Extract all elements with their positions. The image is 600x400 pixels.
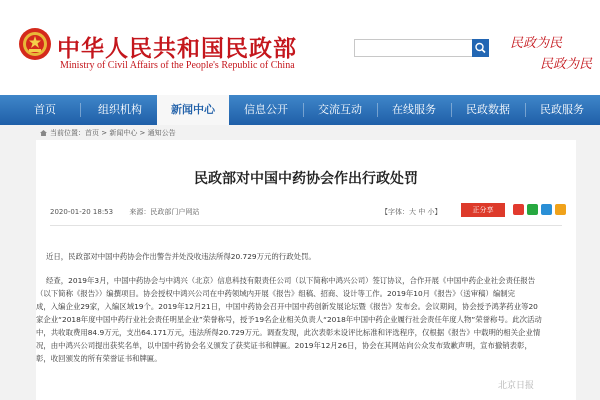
font-size-control[interactable]: 【字体：大 中 小】 [381, 208, 442, 216]
weibo-share-icon[interactable] [513, 204, 524, 215]
share-button[interactable]: 正分享 [461, 203, 505, 217]
nav-item-info-disclosure[interactable]: 信息公开 [244, 103, 288, 116]
article-paragraph: 中，共收取费用84.9万元，支出64.171万元，违法所得20.729万元。调查发现，此次表彰未设评比标准和评选程序，仅根据《报告》中载明的相关企业情 [36, 328, 541, 337]
nav-item-interaction[interactable]: 交流互动 [318, 103, 362, 116]
article-paragraph: 成，入编企业29家，入编区域19个。2019年12月21日，中国中药协会召开中国中药创新发展论坛暨《报告》发布会。会议期间，协会授予鸿茅药业等20 [36, 302, 538, 311]
article-date: 2020-01-20 18:53 [50, 208, 114, 216]
nav-item-online-service[interactable]: 在线服务 [392, 103, 436, 116]
nav-item-organization[interactable]: 组织机构 [98, 103, 142, 116]
article-source: 来源：民政部门户网站 [129, 208, 200, 216]
nav-divider [80, 103, 81, 117]
article-title: 民政部对中国中药协会作出行政处罚 [194, 171, 418, 187]
wechat-share-icon[interactable] [527, 204, 538, 215]
main-nav [0, 95, 600, 125]
slogan-calligraphy: 民政为民 [510, 36, 563, 51]
nav-item-news[interactable]: 新闻中心 [157, 95, 229, 125]
nav-item-home[interactable]: 首页 [34, 103, 56, 116]
article-paragraph: 经查，2019年3月，中国中药协会与中鸿兴（北京）信息科技有限责任公司（以下简称中鸿兴公司）签订协议，合作开展《中国中药企业社会责任报告 [46, 276, 536, 285]
nav-item-data[interactable]: 民政数据 [466, 103, 510, 116]
national-emblem-icon[interactable] [18, 27, 52, 61]
search-button[interactable] [472, 39, 489, 57]
article-paragraph: 家企业“2018年度中国中药行业社会责任明星企业”荣誉称号，授予19名企业相关负责人“2018年中国中药企业履行社会责任年度人物”荣誉称号。此次活动 [36, 315, 542, 324]
breadcrumb-text[interactable]: 当前位置：首页 > 新闻中心 > 通知公告 [50, 129, 176, 137]
watermark: 北京日报 [498, 381, 535, 391]
search-input[interactable] [354, 39, 474, 57]
site-header [0, 0, 600, 95]
search-icon [472, 39, 489, 57]
article-paragraph: （以下简称《报告》）编撰项目。协会授权中鸿兴公司在中药领域内开展《报告》组稿、招商、设计等工作。2019年10月《报告》（送审稿）编制完 [36, 289, 516, 298]
article-paragraph: 近日，民政部对中国中药协会作出警告并处没收违法所得20.729万元的行政处罚。 [46, 252, 316, 261]
qq-share-icon[interactable] [541, 204, 552, 215]
slogan-calligraphy-2: 民政为民 [540, 57, 593, 72]
site-title[interactable]: 中华人民共和国民政部 [57, 35, 297, 62]
article-paragraph: 彰，收回颁发的所有荣誉证书和牌匾。 [36, 354, 162, 363]
nav-item-services[interactable]: 民政服务 [540, 103, 584, 116]
site-subtitle-english: Ministry of Civil Affairs of the People's Republic of China [60, 60, 295, 71]
article-meta [50, 207, 213, 217]
home-icon [40, 130, 47, 136]
breadcrumb [40, 126, 176, 140]
meta-divider [50, 225, 562, 226]
more-share-icon[interactable] [555, 204, 566, 215]
article-panel [36, 140, 576, 400]
article-paragraph: 况，由中鸿兴公司提出获奖名单，以中国中药协会名义颁发了获奖证书和牌匾。2019年12月26日，协会在其网站向公众发布致歉声明，宣布撤销表彰， [36, 341, 532, 350]
